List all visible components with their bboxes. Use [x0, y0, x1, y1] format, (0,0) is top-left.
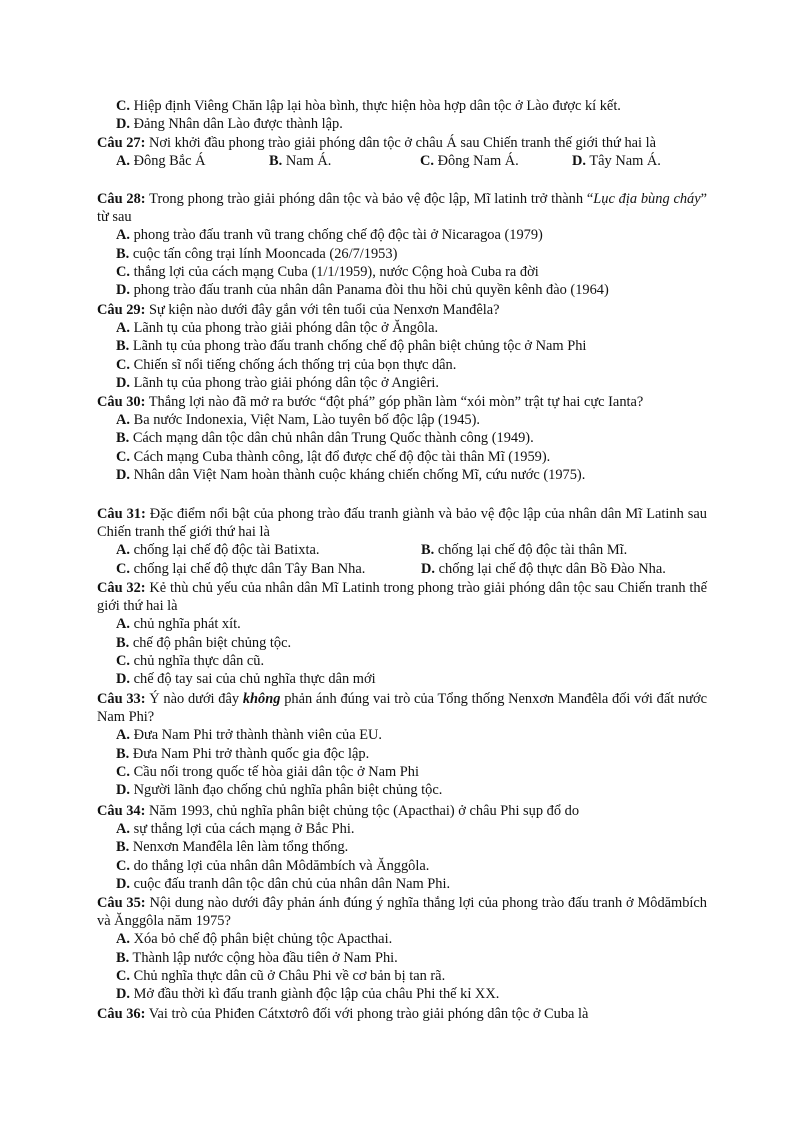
question-stem: Câu 29: Sự kiện nào dưới đây gắn với tên tuổi của Nenxơn Manđêla?: [97, 302, 500, 318]
option-c: C. Chiến sĩ nổi tiếng chống ách thống trị của bọn thực dân.: [116, 356, 457, 373]
option-a: A. chủ nghĩa phát xít.: [116, 616, 241, 633]
option-d: D. phong trào đấu tranh của nhân dân Panama đòi thu hồi chủ quyền kênh đào (1964): [116, 282, 609, 299]
question-stem: Câu 30: Thắng lợi nào đã mở ra bước “đột phá” góp phần làm “xói mòn” trật tự hai cực Ianta?: [97, 394, 644, 410]
option-d: D. Lãnh tụ của phong trào giải phóng dân tộc ở Angiêri.: [116, 374, 439, 391]
question-stem: Câu 34: Năm 1993, chủ nghĩa phân biệt chủng tộc (Apacthai) ở châu Phi sụp đổ do: [97, 803, 580, 819]
option-b: B. cuộc tấn công trại lính Mooncada (26/7/1953): [116, 245, 398, 262]
options-row: [116, 152, 707, 170]
option-c: C. Đông Nam Á.: [420, 153, 519, 170]
question-stem: Câu 33: Ý nào dưới đây không phản ánh đúng vai trò của Tổng thống Nenxơn Manđêla đối với đất nước Nam Phi?: [97, 691, 707, 726]
option-b: B. chống lại chế độ độc tài thân Mĩ.: [421, 542, 628, 559]
option-b: B. chế độ phân biệt chủng tộc.: [116, 634, 292, 651]
option-d: D. Nhân dân Việt Nam hoàn thành cuộc kháng chiến chống Mĩ, cứu nước (1975).: [116, 466, 586, 483]
option-d: D. Tây Nam Á.: [572, 153, 661, 170]
question-stem: Câu 35: Nội dung nào dưới đây phản ánh đúng ý nghĩa thắng lợi của phong trào đấu tranh ở Môdămbích và Ănggôla năm 1975?: [97, 895, 707, 930]
option-a: A. Ba nước Indonexia, Việt Nam, Lào tuyên bố độc lập (1945).: [116, 412, 480, 429]
question-stem: Câu 32: Kẻ thù chủ yếu của nhân dân Mĩ Latinh trong phong trào giải phóng dân tộc sau Chiến tranh thế giới thứ hai là: [97, 580, 707, 615]
question-stem: Câu 27: Nơi khởi đầu phong trào giải phóng dân tộc ở châu Á sau Chiến tranh thế giới thứ hai là: [97, 135, 657, 151]
option-c: C. Hiệp định Viêng Chăn lập lại hòa bình, thực hiện hòa hợp dân tộc ở Lào được kí kết.: [116, 98, 621, 114]
question-stem: Câu 31: Đặc điểm nổi bật của phong trào đấu tranh giành và bảo vệ độc lập của nhân dân Mĩ Latinh sau Chiến tranh thế giới thứ hai là: [97, 506, 707, 541]
option-a: A. Xóa bỏ chế độ phân biệt chủng tộc Apacthai.: [116, 931, 393, 948]
options-row: [116, 541, 707, 559]
option-c: C. chủ nghĩa thực dân cũ.: [116, 652, 265, 669]
option-c: C. thắng lợi của cách mạng Cuba (1/1/1959), nước Cộng hoà Cuba ra đời: [116, 263, 539, 280]
option-b: B. Nam Á.: [269, 153, 332, 170]
option-a: A. Đưa Nam Phi trở thành thành viên của EU.: [116, 727, 383, 744]
option-b: B. Thành lập nước cộng hòa đầu tiên ở Nam Phi.: [116, 949, 398, 966]
option-a: A. Lãnh tụ của phong trào giải phóng dân tộc ở Ăngôla.: [116, 320, 439, 337]
option-c: C. Chủ nghĩa thực dân cũ ở Châu Phi về cơ bản bị tan rã.: [116, 967, 446, 984]
option-a: A. Đông Bắc Á: [116, 153, 206, 170]
option-d: D. cuộc đấu tranh dân tộc dân chủ của nhân dân Nam Phi.: [116, 875, 451, 892]
question-30: [97, 393, 707, 484]
question-stem: Câu 36: Vai trò của Phiđen Cátxtơrô đối với phong trào giải phóng dân tộc ở Cuba là: [97, 1006, 589, 1022]
option-a: A. phong trào đấu tranh vũ trang chống chế độ độc tài ở Nicaragoa (1979): [116, 227, 543, 244]
option-d: D. chống lại chế độ thực dân Bồ Đào Nha.: [421, 560, 666, 577]
question-27: [97, 134, 707, 170]
question-29: [97, 301, 707, 392]
option-d: D. chế độ tay sai của chủ nghĩa thực dân mới: [116, 671, 376, 688]
option-c: C. Cầu nối trong quốc tế hòa giải dân tộc ở Nam Phi: [116, 763, 419, 780]
question-33: [97, 690, 707, 799]
question-36: [97, 1005, 707, 1023]
question-stem: Câu 28: Trong phong trào giải phóng dân tộc và bảo vệ độc lập, Mĩ latinh trở thành “Lục địa bùng cháy” từ sau: [97, 191, 708, 226]
question-31: [97, 505, 707, 578]
question-28: [97, 190, 707, 299]
question-34: [97, 802, 707, 893]
question-32: [97, 579, 707, 688]
options-row: [116, 560, 707, 578]
option-d: D. Đảng Nhân dân Lào được thành lập.: [116, 116, 343, 133]
option-b: B. Đưa Nam Phi trở thành quốc gia độc lập.: [116, 745, 370, 762]
option-b: B. Nenxơn Manđêla lên làm tổng thống.: [116, 839, 349, 856]
option-a: A. chống lại chế độ độc tài Batixta.: [116, 542, 320, 559]
question-35: [97, 894, 707, 1003]
option-b: B. Lãnh tụ của phong trào đấu tranh chống chế độ phân biệt chủng tộc ở Nam Phi: [116, 338, 587, 355]
option-c: C. Cách mạng Cuba thành công, lật đổ được chế độ độc tài thân Mĩ (1959).: [116, 448, 551, 465]
option-d: D. Mở đầu thời kì đấu tranh giành độc lập của châu Phi thế kỉ XX.: [116, 986, 500, 1003]
option-b: B. Cách mạng dân tộc dân chủ nhân dân Trung Quốc thành công (1949).: [116, 430, 534, 447]
option-c: C. do thắng lợi của nhân dân Môdămbích và Ănggôla.: [116, 857, 430, 874]
option-a: A. sự thắng lợi của cách mạng ở Bắc Phi.: [116, 821, 355, 838]
option-c: C. chống lại chế độ thực dân Tây Ban Nha.: [116, 560, 366, 577]
option-d: D. Người lãnh đạo chống chủ nghĩa phân biệt chủng tộc.: [116, 782, 443, 799]
prev-question-tail: [97, 97, 707, 133]
